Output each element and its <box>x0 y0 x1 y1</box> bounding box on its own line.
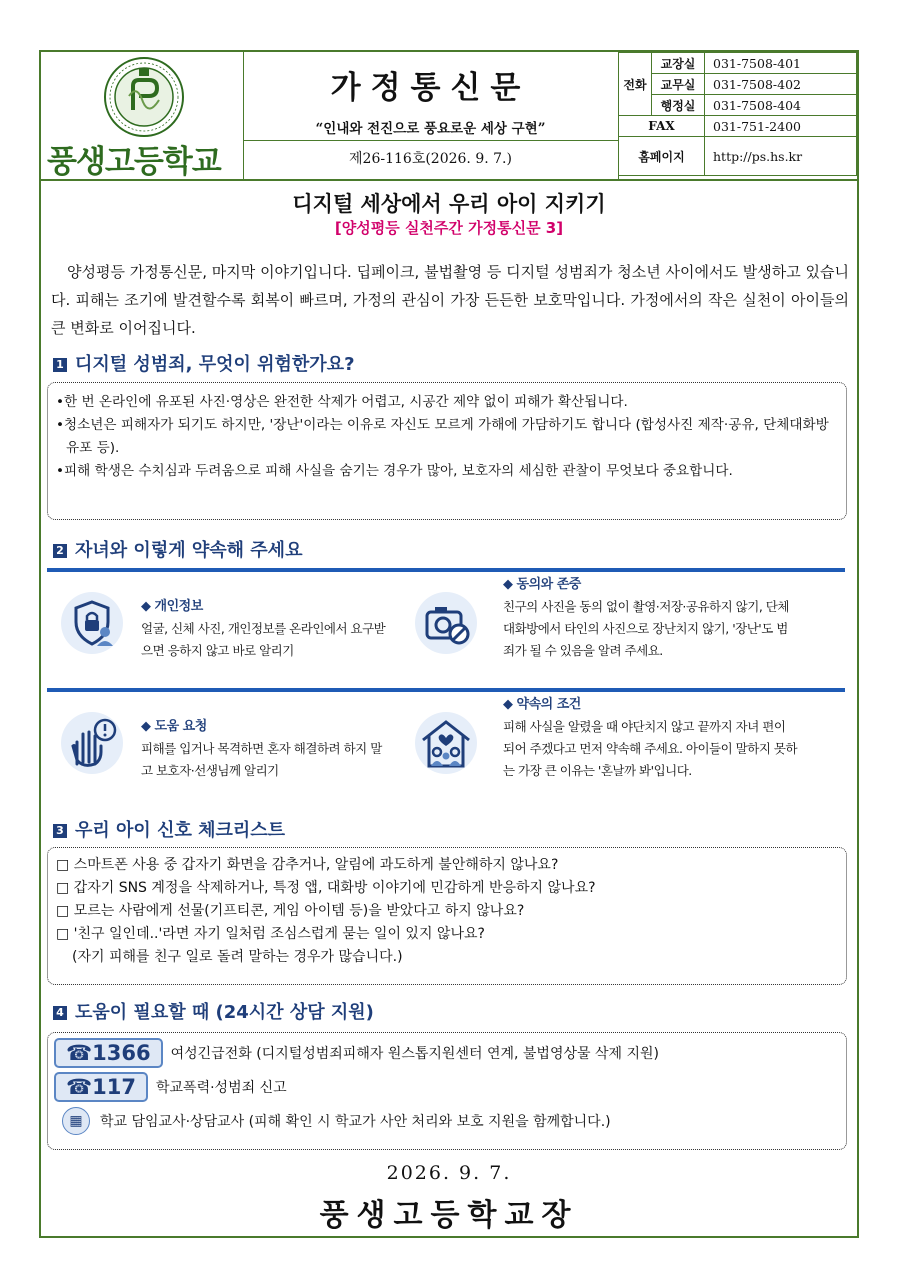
shield-lock-icon <box>61 592 123 654</box>
promise-heading: ◆ 동의와 존중 <box>503 577 581 592</box>
promise-text: 피해 사실을 알렸을 때 야단치지 않고 끝까지 자녀 편이 되어 주겠다고 먼저 약속해 주세요. 아이들이 말하지 못하는 가장 큰 이유는 '혼날까 봐'입니다. <box>503 719 798 778</box>
intro-paragraph: 양성평등 가정통신문, 마지막 이야기입니다. 딥페이크, 불법촬영 등 디지털 성범죄가 청소년 사이에서도 발생하고 있습니다. 피해는 조기에 발견할수록 회복이 빠르며, 가정의 관심이 가장 든든한 보호막입니다. 가정에서의 작은 실천이 아이들의 큰 변화로 이어집니다. <box>51 263 849 337</box>
title-cell <box>243 52 619 141</box>
section2-title: 자녀와 이렇게 약속해 주세요 <box>75 540 303 561</box>
section4-heading <box>53 998 374 1024</box>
issue-date: 2026. 9. 7. <box>386 1162 512 1184</box>
promise-item <box>141 596 391 662</box>
divider <box>399 568 845 572</box>
contact-label: 교무실 <box>652 74 705 95</box>
main-title: 디지털 세상에서 우리 아이 지키기 <box>292 192 606 216</box>
section2-heading <box>53 536 302 562</box>
newsletter-title: 가정통신문 <box>330 70 531 106</box>
checklist-note: (자기 피해를 친구 일로 돌려 말하는 경우가 많습니다.) <box>72 949 403 965</box>
section3-title: 우리 아이 신호 체크리스트 <box>75 820 286 841</box>
section3-number: 3 <box>53 824 67 838</box>
hotline-117-badge[interactable]: ☎117 <box>54 1072 148 1102</box>
issue-number: 제26-116호(2026. 9. 7.) <box>243 140 619 179</box>
contact-value: 031-7508-402 <box>705 74 857 95</box>
school-motto: “인내와 전진으로 풍요로운 세상 구현” <box>315 121 546 137</box>
section4-title: 도움이 필요할 때 (24시간 상담 지원) <box>75 1002 374 1023</box>
header <box>41 52 857 181</box>
checklist-item[interactable]: □ 갑자기 SNS 계정을 삭제하거나, 특정 앱, 대화방 이야기에 민감하게 반응하지 않나요? <box>56 880 596 896</box>
family-home-icon <box>415 712 477 774</box>
school-building-icon: ▦ <box>62 1107 90 1135</box>
contact-table <box>618 52 857 179</box>
section3-checklist <box>47 847 847 985</box>
hotline-text: 학교폭력·성범죄 신고 <box>156 1080 287 1096</box>
section4-hotlines <box>47 1032 847 1150</box>
section1-number: 1 <box>53 358 67 372</box>
promise-heading: ◆ 도움 요청 <box>141 719 207 734</box>
hotline-text: 여성긴급전화 (디지털성범죄피해자 원스톱지원센터 연계, 불법영상물 삭제 지원) <box>170 1046 659 1062</box>
contact-value: 031-7508-404 <box>705 95 857 116</box>
phone-group-label: 전화 <box>619 53 652 116</box>
hotline-row <box>54 1105 840 1137</box>
promise-item <box>141 716 391 782</box>
school-seal-icon <box>103 56 185 138</box>
divider <box>47 568 430 572</box>
section3-heading <box>53 816 285 842</box>
fax-label: FAX <box>619 116 705 137</box>
list-item: •한 번 온라인에 유포된 사진·영상은 완전한 삭제가 어렵고, 시공간 제약 없이 피해가 확산됩니다. <box>56 394 628 410</box>
list-item: •청소년은 피해자가 되기도 하지만, '장난'이라는 이유로 자신도 모르게 가해에 가담하기도 합니다 (합성사진 제작·공유, 단체대화방 유포 등). <box>56 417 829 456</box>
section1-heading <box>53 350 355 376</box>
contact-label: 행정실 <box>652 95 705 116</box>
checklist-item[interactable]: □ 모르는 사람에게 선물(기프티콘, 게임 아이템 등)을 받았다고 하지 않나요? <box>56 903 525 919</box>
promise-text: 얼굴, 신체 사진, 개인정보를 온라인에서 요구받으면 응하지 않고 바로 알리기 <box>141 621 386 658</box>
section1-title: 디지털 성범죄, 무엇이 위험한가요? <box>75 354 355 375</box>
homepage-link[interactable]: http://ps.hs.kr <box>705 137 857 176</box>
promise-item <box>503 574 799 662</box>
list-item: •피해 학생은 수치심과 두려움으로 피해 사실을 숨기는 경우가 많아, 보호자의 세심한 관찰이 무엇보다 중요합니다. <box>56 463 733 479</box>
section4-number: 4 <box>53 1006 67 1020</box>
hotline-row <box>54 1071 840 1103</box>
promise-heading: ◆ 개인정보 <box>141 599 203 614</box>
contact-value: 031-7508-401 <box>705 53 857 74</box>
promise-text: 친구의 사진을 동의 없이 촬영·저장·공유하지 않기, 단체대화방에서 타인의 사진으로 장난치지 않기, '장난'도 범죄가 될 수 있음을 알려 주세요. <box>503 599 789 658</box>
promise-item <box>503 694 799 782</box>
section2-number: 2 <box>53 544 67 558</box>
contact-label: 교장실 <box>652 53 705 74</box>
divider <box>47 688 430 692</box>
sub-title: [양성평등 실천주간 가정통신문 3] <box>334 219 564 237</box>
principal-signature: 풍생고등학교장 <box>319 1198 579 1233</box>
logo-cell <box>41 52 244 179</box>
promise-heading: ◆ 약속의 조건 <box>503 697 581 712</box>
hotline-text: 학교 담임교사·상담교사 (피해 확인 시 학교가 사안 처리와 보호 지원을 함께합니다.) <box>100 1114 611 1130</box>
homepage-label: 홈페이지 <box>619 137 705 176</box>
checklist-item[interactable]: □ 스마트폰 사용 중 갑자기 화면을 감추거나, 알림에 과도하게 불안해하지 않나요? <box>56 857 559 873</box>
school-name: 풍생고등학교 <box>47 144 221 180</box>
newsletter-page <box>39 50 859 1238</box>
raised-hand-icon <box>61 712 123 774</box>
hotline-row <box>54 1037 840 1069</box>
fax-value: 031-751-2400 <box>705 116 857 137</box>
no-camera-icon <box>415 592 477 654</box>
divider <box>399 688 845 692</box>
checklist-item[interactable]: □ '친구 일인데..'라면 자기 일처럼 조심스럽게 묻는 일이 있지 않나요? <box>56 926 485 942</box>
promise-text: 피해를 입거나 목격하면 혼자 해결하려 하지 말고 보호자·선생님께 알리기 <box>141 741 382 778</box>
section1-box <box>47 382 847 520</box>
hotline-1366-badge[interactable]: ☎1366 <box>54 1038 163 1068</box>
